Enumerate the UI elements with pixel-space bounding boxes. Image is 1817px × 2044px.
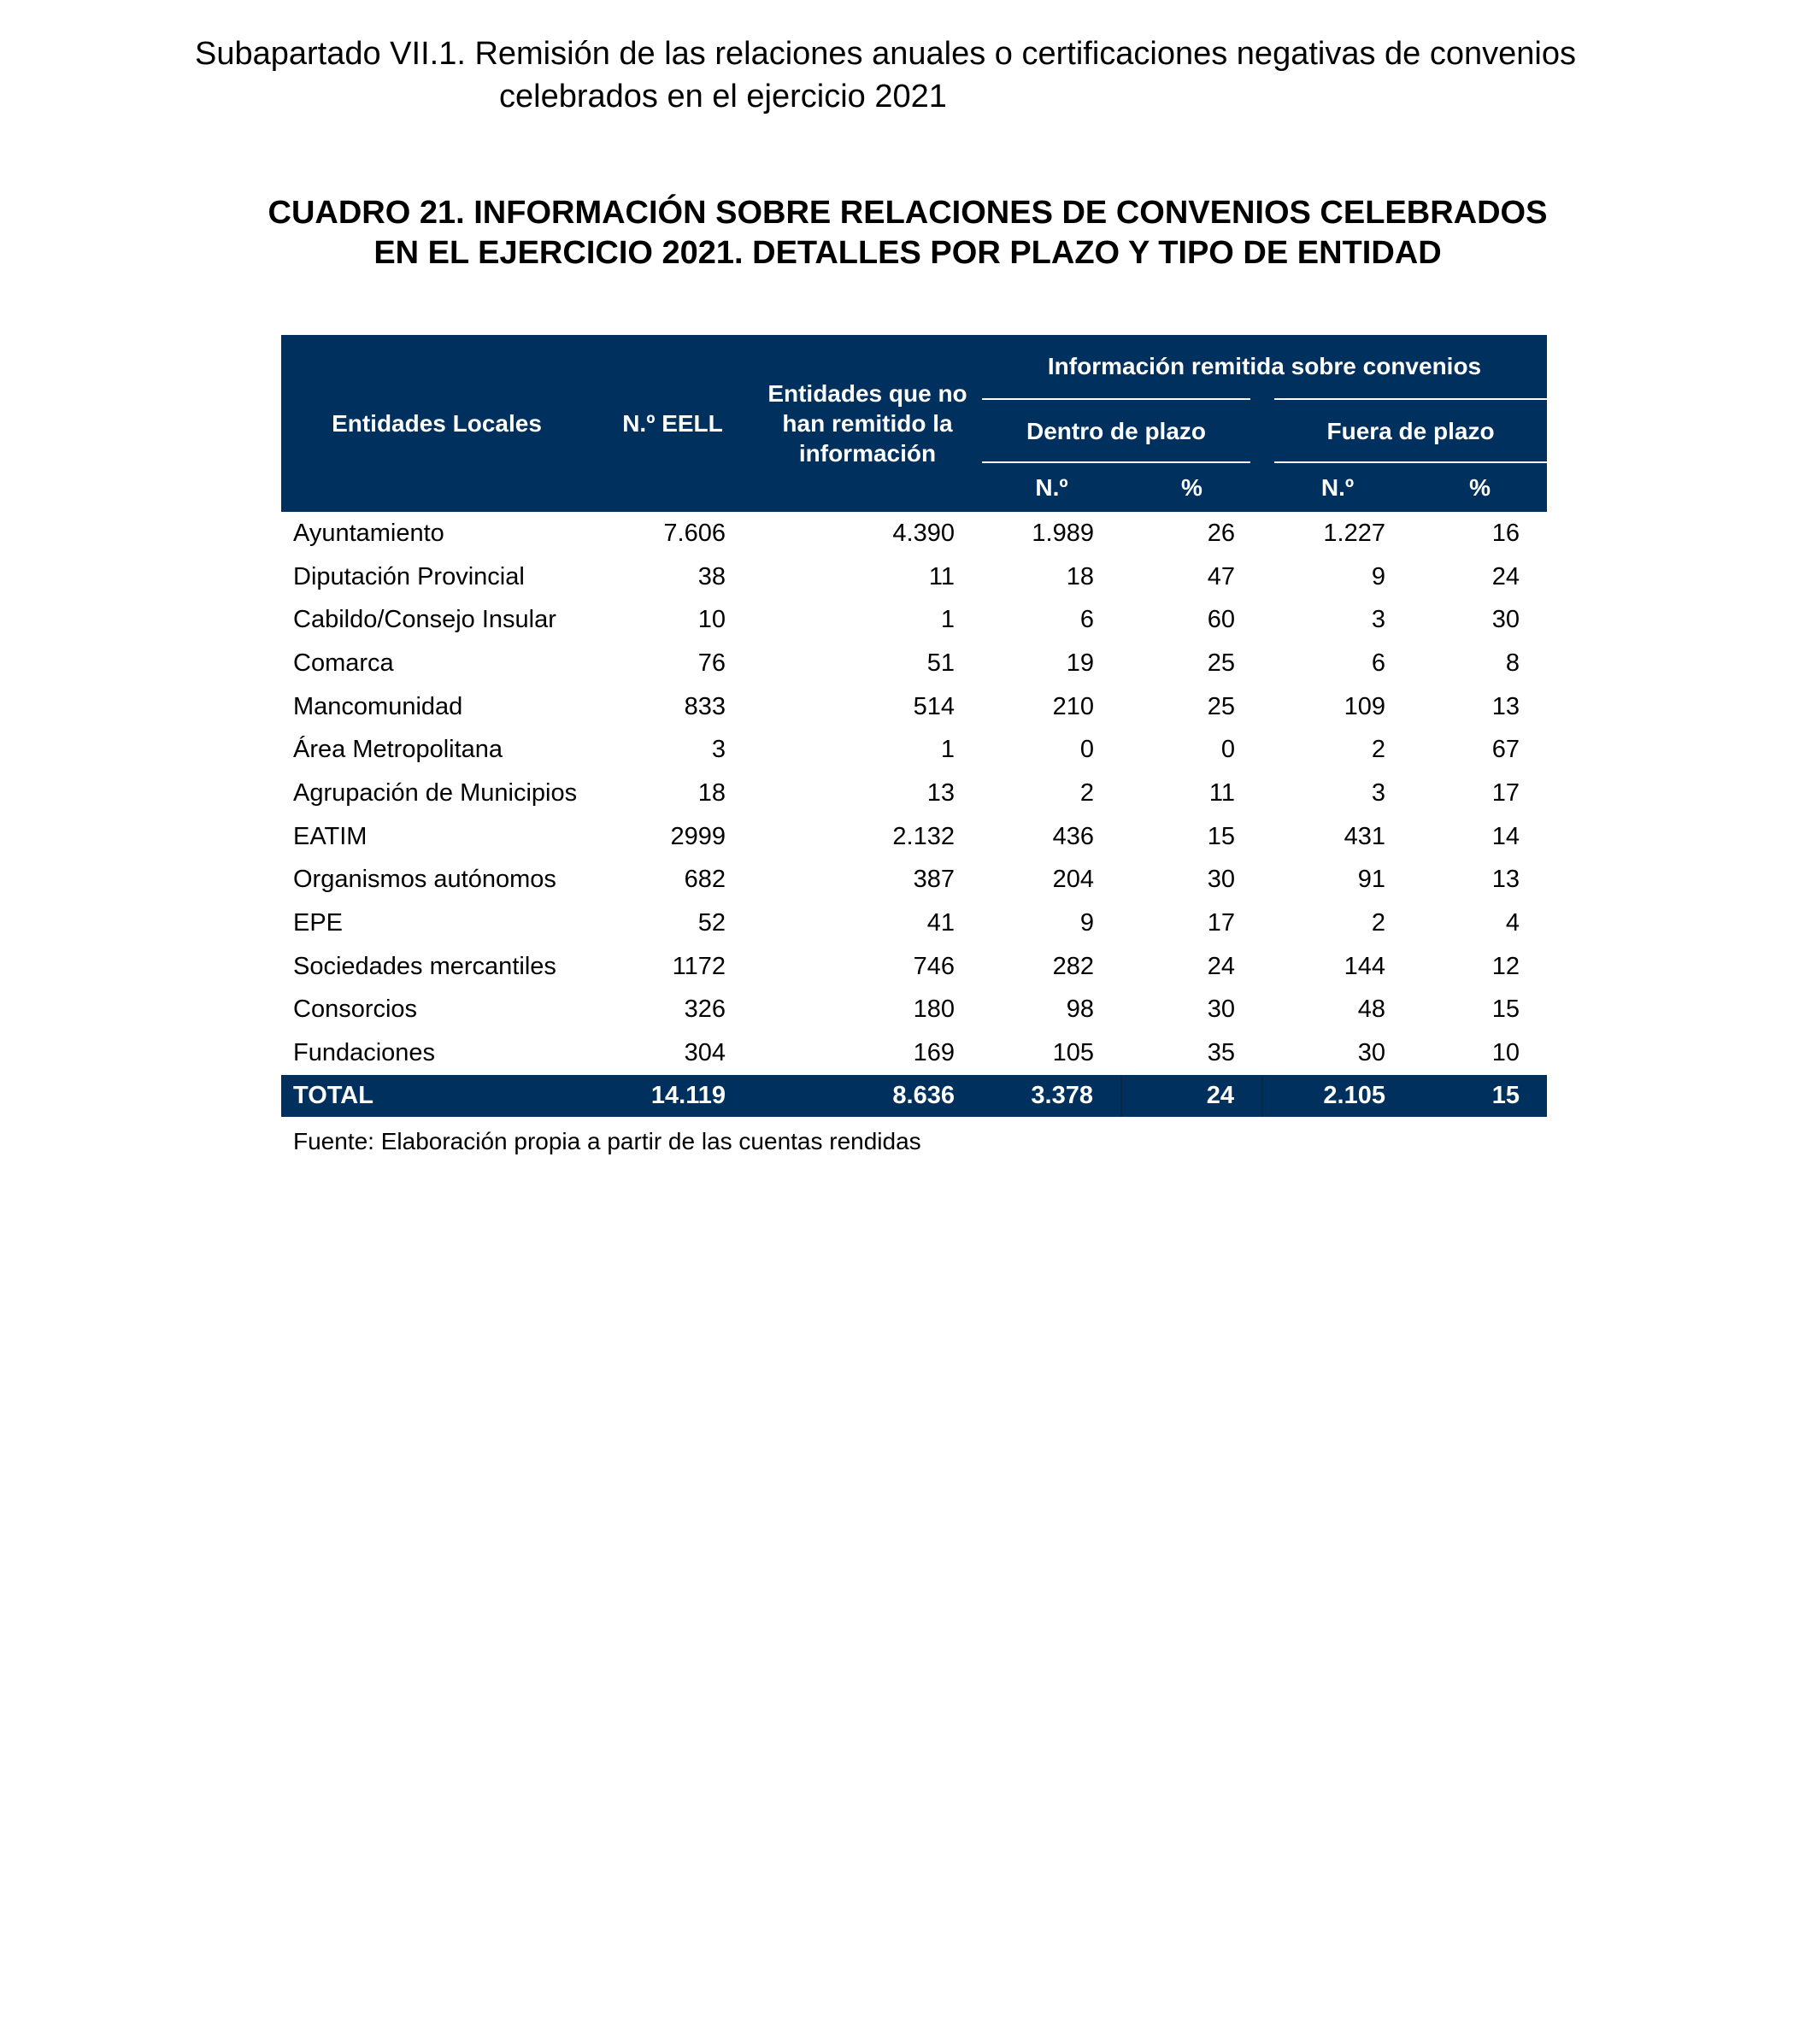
cell-not-submitted: 4.390 — [892, 519, 955, 547]
cell-on-time-pct: 11 — [1208, 778, 1235, 807]
cell-on-time-pct: 47 — [1207, 562, 1235, 590]
cell-entity: EPE — [293, 909, 344, 937]
header-entity: Entidades Locales — [281, 335, 592, 512]
cell-on-time-pct: 17 — [1207, 909, 1235, 937]
cell-late-pct: 30 — [1491, 606, 1520, 634]
cell-on-time-num: 436 — [1052, 822, 1094, 850]
cell-not-submitted: 746 — [913, 952, 955, 980]
header-late: Fuera de plazo — [1262, 399, 1547, 463]
cell-eell: 10 — [697, 606, 726, 634]
cell-on-time-num: 6 — [1079, 606, 1094, 634]
cell-on-time-pct: 60 — [1207, 606, 1235, 634]
cell-late-num: 3 — [1371, 606, 1385, 634]
cell-eell: 76 — [697, 649, 726, 677]
cell-on-time-pct: 24 — [1207, 952, 1235, 980]
cell-on-time-num: 19 — [1066, 649, 1094, 677]
cell-late-num: 1.227 — [1323, 519, 1385, 547]
cell-on-time-num: 1.989 — [1032, 519, 1094, 547]
cell-entity: Diputación Provincial — [293, 562, 525, 590]
subheading-line-2: celebrados en el ejercicio 2021 — [499, 79, 947, 115]
cell-not-submitted: 13 — [926, 778, 955, 807]
cell-late-pct: 13 — [1491, 866, 1520, 894]
table-row — [281, 815, 1547, 859]
table-row — [281, 512, 1547, 555]
cell-on-time-pct: 25 — [1207, 692, 1235, 720]
total-on-time-num: 3.378 — [982, 1075, 1121, 1117]
cell-not-submitted: 169 — [913, 1039, 955, 1067]
cell-late-num: 30 — [1357, 1039, 1385, 1067]
table-row — [281, 945, 1547, 989]
header-on-time: Dentro de plazo — [982, 399, 1262, 463]
cell-entity: EATIM — [293, 822, 368, 850]
cell-late-num: 2 — [1371, 736, 1385, 764]
cell-on-time-pct: 25 — [1207, 649, 1235, 677]
total-late-num: 2.105 — [1262, 1075, 1413, 1117]
cell-not-submitted: 2.132 — [892, 822, 955, 850]
cell-late-pct: 4 — [1505, 909, 1520, 937]
total-on-time-pct: 24 — [1121, 1075, 1262, 1117]
cell-eell: 7.606 — [663, 519, 726, 547]
cell-late-pct: 24 — [1491, 562, 1520, 590]
table-row — [281, 685, 1547, 729]
cell-eell: 18 — [697, 778, 726, 807]
cell-late-num: 3 — [1371, 778, 1385, 807]
table-row — [281, 902, 1547, 945]
cell-late-pct: 15 — [1491, 996, 1520, 1024]
cell-entity: Ayuntamiento — [293, 519, 444, 547]
subheading-line-1: Subapartado VII.1. Remisión de las relaciones anuales o certificaciones negativas de convenios — [195, 36, 1576, 72]
cell-entity: Comarca — [293, 649, 394, 677]
table-row — [281, 555, 1547, 599]
cell-entity: Fundaciones — [293, 1039, 436, 1067]
cell-on-time-pct: 0 — [1220, 736, 1235, 764]
source-note: Fuente: Elaboración propia a partir de las cuentas rendidas — [293, 1128, 921, 1154]
cell-entity: Consorcios — [293, 996, 418, 1024]
cell-on-time-num: 18 — [1066, 562, 1094, 590]
cell-late-num: 2 — [1371, 909, 1385, 937]
convenios-table — [281, 335, 1547, 1117]
table-row — [281, 772, 1547, 815]
cell-eell: 52 — [697, 909, 726, 937]
cell-on-time-num: 2 — [1079, 778, 1094, 807]
total-row — [281, 1075, 1547, 1117]
table-row — [281, 989, 1547, 1032]
header-on-time-num: N.º — [982, 462, 1121, 512]
total-label: TOTAL — [281, 1075, 592, 1117]
cell-late-pct: 14 — [1491, 822, 1520, 850]
cell-not-submitted: 41 — [926, 909, 955, 937]
cell-entity: Agrupación de Municipios — [293, 778, 578, 807]
cell-on-time-num: 105 — [1052, 1039, 1094, 1067]
header-info-group: Información remitida sobre convenios — [982, 335, 1547, 399]
header-late-pct: % — [1413, 462, 1547, 512]
cell-late-pct: 16 — [1491, 519, 1520, 547]
total-not-submitted: 8.636 — [753, 1075, 982, 1117]
cell-late-pct: 13 — [1491, 692, 1520, 720]
cell-late-num: 431 — [1344, 822, 1385, 850]
table-row — [281, 598, 1547, 642]
cell-not-submitted: 51 — [926, 649, 955, 677]
cell-eell: 1172 — [672, 952, 726, 980]
cell-entity: Cabildo/Consejo Insular — [293, 606, 556, 634]
table-row — [281, 642, 1547, 685]
cell-late-pct: 17 — [1491, 778, 1520, 807]
cell-on-time-num: 0 — [1079, 736, 1094, 764]
cell-on-time-pct: 26 — [1207, 519, 1235, 547]
cell-entity: Sociedades mercantiles — [293, 952, 556, 980]
cell-on-time-num: 204 — [1052, 866, 1094, 894]
cell-not-submitted: 1 — [940, 606, 955, 634]
cell-late-num: 9 — [1371, 562, 1385, 590]
total-eell: 14.119 — [592, 1075, 753, 1117]
cell-not-submitted: 387 — [913, 866, 955, 894]
cell-late-pct: 10 — [1491, 1039, 1520, 1067]
cell-not-submitted: 514 — [913, 692, 955, 720]
cell-entity: Área Metropolitana — [293, 736, 503, 764]
cell-eell: 304 — [684, 1039, 726, 1067]
table-row — [281, 859, 1547, 902]
cell-entity: Mancomunidad — [293, 692, 463, 720]
table-header — [281, 335, 1547, 512]
cell-late-num: 48 — [1357, 996, 1385, 1024]
table-row — [281, 1031, 1547, 1075]
cell-on-time-pct: 35 — [1207, 1039, 1235, 1067]
cell-eell: 38 — [697, 562, 726, 590]
cell-not-submitted: 180 — [913, 996, 955, 1024]
header-late-num: N.º — [1262, 462, 1413, 512]
cell-eell: 682 — [684, 866, 726, 894]
cell-late-num: 6 — [1371, 649, 1385, 677]
total-late-pct: 15 — [1413, 1075, 1547, 1117]
table-caption: CUADRO 21. INFORMACIÓN SOBRE RELACIONES DE CONVENIOS CELEBRADOS EN EL EJERCICIO 2021. DETALLES POR PLAZO Y TIPO DE ENTIDAD — [268, 195, 1548, 271]
cell-eell: 326 — [684, 996, 726, 1024]
cell-on-time-pct: 30 — [1207, 996, 1235, 1024]
header-eell: N.º EELL — [592, 335, 753, 512]
cell-on-time-pct: 15 — [1207, 822, 1235, 850]
cell-eell: 3 — [711, 736, 726, 764]
cell-eell: 833 — [684, 692, 726, 720]
cell-on-time-pct: 30 — [1207, 866, 1235, 894]
header-not-submitted: Entidades que no han remitido la información — [753, 335, 982, 512]
cell-not-submitted: 11 — [928, 562, 955, 590]
cell-on-time-num: 282 — [1052, 952, 1094, 980]
cell-entity: Organismos autónomos — [293, 866, 556, 894]
cell-not-submitted: 1 — [940, 736, 955, 764]
cell-late-num: 109 — [1344, 692, 1385, 720]
cell-on-time-num: 210 — [1052, 692, 1094, 720]
cell-late-num: 91 — [1357, 866, 1385, 894]
cell-on-time-num: 98 — [1066, 996, 1094, 1024]
cell-late-pct: 8 — [1505, 649, 1520, 677]
cell-late-pct: 12 — [1491, 952, 1520, 980]
cell-eell: 2999 — [670, 822, 726, 850]
header-on-time-pct: % — [1121, 462, 1262, 512]
table-body — [281, 512, 1547, 1117]
table-row — [281, 728, 1547, 772]
cell-late-pct: 67 — [1491, 736, 1520, 764]
cell-late-num: 144 — [1344, 952, 1385, 980]
cell-on-time-num: 9 — [1079, 909, 1094, 937]
